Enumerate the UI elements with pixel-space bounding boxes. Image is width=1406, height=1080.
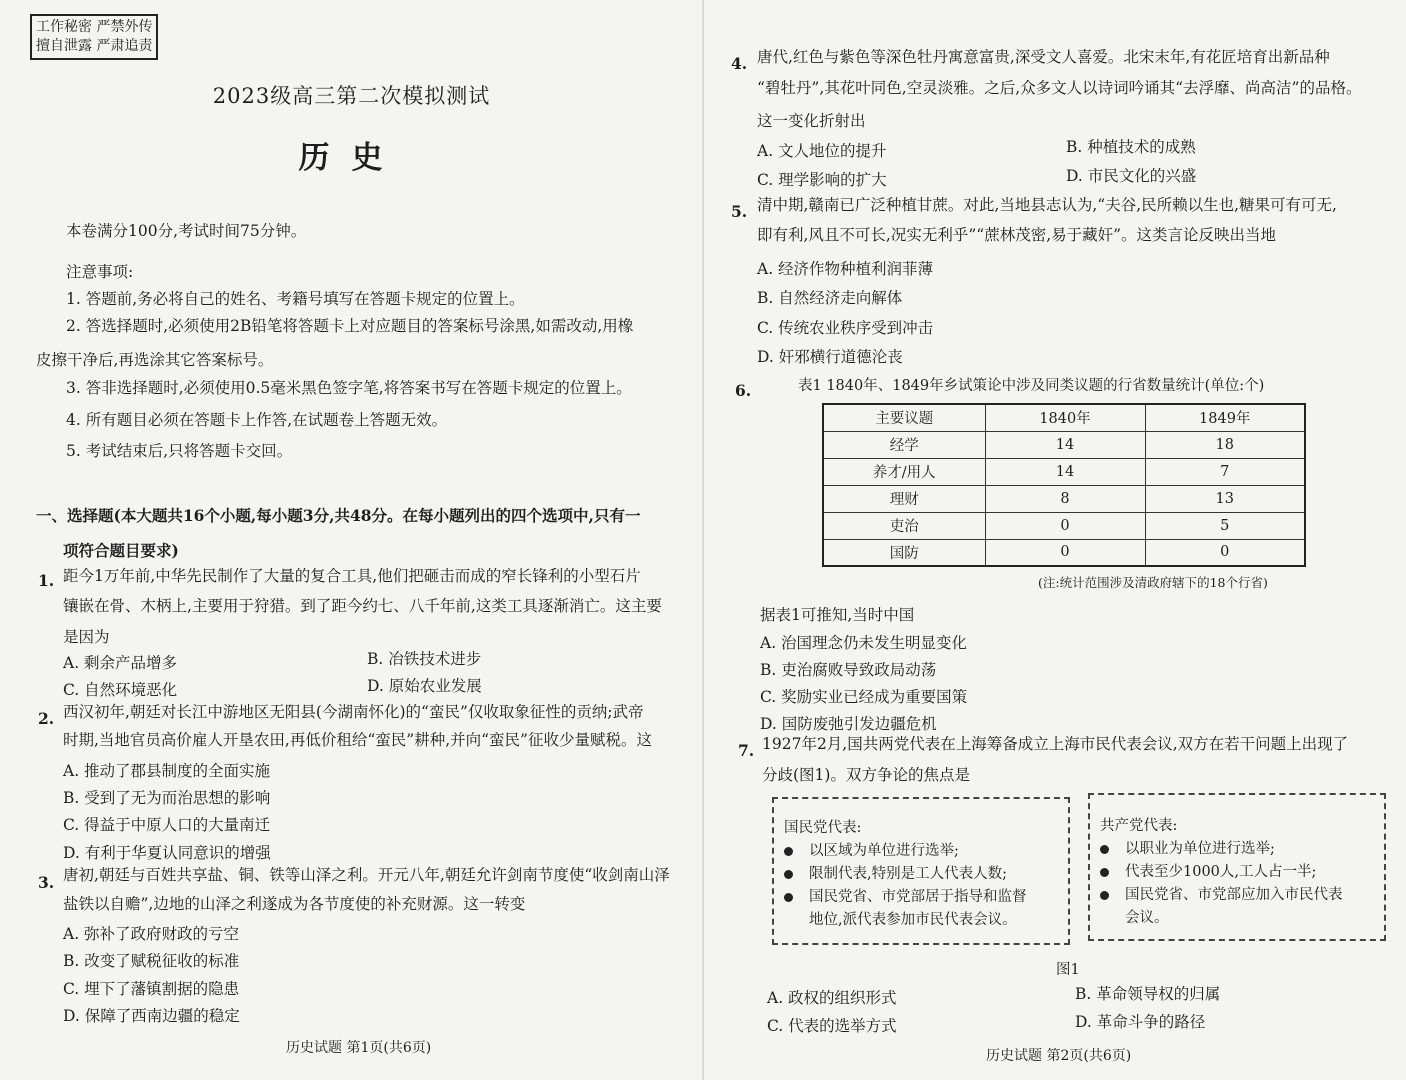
table-cell: 14 (985, 458, 1145, 485)
question-3-option-a[interactable]: A. 弥补了政府财政的亏空 (63, 925, 240, 943)
exam-intro: 本卷满分100分,考试时间75分钟。 (66, 222, 307, 240)
question-3-option-b[interactable]: B. 改变了赋税征收的标准 (63, 952, 240, 970)
table-1-note: (注:统计范围涉及清政府辖下的18个行省) (1038, 575, 1268, 590)
confidential-stamp (30, 14, 158, 60)
question-2-option-d[interactable]: D. 有利于华夏认同意识的增强 (63, 844, 271, 862)
question-4-option-c[interactable]: C. 理学影响的扩大 (757, 171, 887, 189)
table-cell: 18 (1145, 431, 1305, 458)
question-5-option-b[interactable]: B. 自然经济走向解体 (757, 289, 903, 307)
question-6-option-c[interactable]: C. 奖励实业已经成为重要国策 (760, 688, 968, 706)
kmt-point-2: 限制代表,特别是工人代表人数; (784, 863, 1007, 886)
stamp-line-2: 擅自泄露 严肃追责 (36, 38, 153, 54)
question-7-option-b[interactable]: B. 革命领导权的归属 (1075, 985, 1221, 1003)
question-1-option-a[interactable]: A. 剩余产品增多 (63, 654, 178, 672)
notice-2: 2. 答选择题时,必须使用2B铅笔将答题卡上对应题目的答案标号涂黑,如需改动,用橡 (66, 317, 634, 335)
question-5-option-c[interactable]: C. 传统农业秩序受到冲击 (757, 319, 934, 337)
table-cell: 0 (985, 539, 1145, 566)
notice-4: 4. 所有题目必须在答题卡上作答,在试题卷上答题无效。 (66, 411, 448, 429)
question-6-option-a[interactable]: A. 治国理念仍未发生明显变化 (760, 634, 968, 652)
ccp-box-title: 共产党代表: (1100, 818, 1178, 834)
table-row (823, 485, 1305, 512)
table-cell: 经学 (823, 431, 985, 458)
bullet-icon (784, 847, 793, 856)
section-heading-cont: 项符合题目要求) (63, 541, 179, 560)
question-7-stem-2: 分歧(图1)。双方争论的焦点是 (762, 766, 970, 784)
kmt-point-3: 国民党省、市党部居于指导和监督 (784, 886, 1027, 909)
question-1-option-c[interactable]: C. 自然环境恶化 (63, 681, 178, 699)
question-3-stem-2: 盐铁以自赡”,边地的山泽之利遂成为各节度使的补充财源。这一转变 (63, 895, 526, 913)
question-6-stem: 据表1可推知,当时中国 (760, 606, 915, 624)
table-cell: 养才/用人 (823, 458, 985, 485)
ccp-representatives-box (1088, 793, 1386, 941)
notice-3: 3. 答非选择题时,必须使用0.5毫米黑色签字笔,将答案书写在答题卡规定的位置上。 (66, 379, 632, 397)
page-2-footer: 历史试题 第2页(共6页) (986, 1048, 1132, 1064)
table-header-cell: 1840年 (985, 404, 1145, 431)
question-7-option-d[interactable]: D. 革命斗争的路径 (1075, 1013, 1206, 1031)
question-4-stem-3: 这一变化折射出 (757, 112, 866, 130)
ccp-point-3: 国民党省、市党部应加入市民代表 (1100, 884, 1343, 907)
table-row (823, 431, 1305, 458)
question-2-stem-1: 西汉初年,朝廷对长江中游地区无阳县(今湖南怀化)的“蛮民”仅收取象征性的贡纳;武帝 (63, 703, 644, 721)
question-5-option-d[interactable]: D. 奸邪横行道德沦丧 (757, 348, 903, 366)
kmt-box-title: 国民党代表: (784, 820, 862, 836)
question-3-option-d[interactable]: D. 保障了西南边疆的稳定 (63, 1007, 240, 1025)
question-4-stem-1: 唐代,红色与紫色等深色牡丹寓意富贵,深受文人喜爱。北宋末年,有花匠培育出新品种 (757, 48, 1330, 66)
question-1-option-b[interactable]: B. 冶铁技术进步 (367, 650, 482, 668)
exam-title: 2023级高三第二次模拟测试 (212, 84, 491, 108)
table-cell: 5 (1145, 512, 1305, 539)
bullet-icon (784, 870, 793, 879)
table-cell: 理财 (823, 485, 985, 512)
question-7-stem-1: 1927年2月,国共两党代表在上海筹备成立上海市民代表会议,双方在若干问题上出现了 (762, 735, 1349, 753)
bullet-icon (1100, 845, 1109, 854)
table-cell: 吏治 (823, 512, 985, 539)
question-2-number: 2. (38, 709, 55, 728)
table-cell: 14 (985, 431, 1145, 458)
notice-title: 注意事项: (66, 263, 134, 281)
table-1-caption: 表1 1840年、1849年乡试策论中涉及同类议题的行省数量统计(单位:个) (798, 378, 1265, 394)
kmt-point-1: 以区域为单位进行选举; (784, 840, 959, 863)
question-3-stem-1: 唐初,朝廷与百姓共享盐、铜、铁等山泽之利。开元八年,朝廷允许剑南节度使“收剑南山泽 (63, 866, 670, 884)
table-header-cell: 主要议题 (823, 404, 985, 431)
question-4-number: 4. (731, 54, 748, 73)
question-1-stem-2: 镶嵌在骨、木柄上,主要用于狩猎。到了距今约七、八千年前,这类工具逐渐消亡。这主要 (63, 597, 662, 615)
notice-1: 1. 答题前,务必将自己的姓名、考籍号填写在答题卡规定的位置上。 (66, 290, 525, 308)
figure-1-label: 图1 (1056, 962, 1080, 978)
bullet-icon (1100, 868, 1109, 877)
question-5-stem-1: 清中期,赣南已广泛种植甘蔗。对此,当地县志认为,“夫谷,民所赖以生也,糖果可有可无, (757, 196, 1337, 214)
question-1-option-d[interactable]: D. 原始农业发展 (367, 677, 482, 695)
question-1-number: 1. (38, 571, 55, 590)
question-4-option-d[interactable]: D. 市民文化的兴盛 (1066, 167, 1197, 185)
table-cell: 国防 (823, 539, 985, 566)
table-cell: 7 (1145, 458, 1305, 485)
page-1-footer: 历史试题 第1页(共6页) (286, 1040, 432, 1056)
table-cell: 0 (985, 512, 1145, 539)
table-row (823, 512, 1305, 539)
kmt-point-3-cont: 地位,派代表参加市民代表会议。 (809, 912, 1017, 928)
question-5-stem-2: 即有利,风且不可长,况实无利乎”“蔗林茂密,易于藏奸”。这类言论反映出当地 (757, 226, 1277, 244)
question-2-option-c[interactable]: C. 得益于中原人口的大量南迁 (63, 816, 271, 834)
table-cell: 0 (1145, 539, 1305, 566)
bullet-icon (1100, 891, 1109, 900)
table-1 (822, 403, 1306, 567)
bullet-icon (784, 893, 793, 902)
table-cell: 8 (985, 485, 1145, 512)
question-7-option-a[interactable]: A. 政权的组织形式 (767, 989, 897, 1007)
question-6-option-d[interactable]: D. 国防废弛引发边疆危机 (760, 715, 937, 733)
kmt-representatives-box (772, 797, 1070, 945)
question-7-number: 7. (738, 741, 755, 760)
table-header-cell: 1849年 (1145, 404, 1305, 431)
question-1-stem-1: 距今1万年前,中华先民制作了大量的复合工具,他们把砸击而成的窄长锋利的小型石片 (63, 567, 641, 585)
ccp-point-1: 以职业为单位进行选举; (1100, 838, 1275, 861)
table-row (823, 539, 1305, 566)
question-4-stem-2: “碧牡丹”,其花叶同色,空灵淡雅。之后,众多文人以诗词吟诵其“去浮靡、尚高洁”的品格。 (757, 79, 1362, 97)
question-2-stem-2: 时期,当地官员高价雇人开垦农田,再低价租给“蛮民”耕种,并向“蛮民”征收少量赋税。这 (63, 731, 652, 749)
question-3-number: 3. (38, 873, 55, 892)
question-2-option-b[interactable]: B. 受到了无为而治思想的影响 (63, 789, 271, 807)
notice-2-cont: 皮擦干净后,再选涂其它答案标号。 (36, 351, 274, 369)
question-3-option-c[interactable]: C. 埋下了藩镇割据的隐患 (63, 980, 240, 998)
question-2-option-a[interactable]: A. 推动了郡县制度的全面实施 (63, 762, 271, 780)
stamp-line-1: 工作秘密 严禁外传 (36, 19, 153, 35)
question-4-option-b[interactable]: B. 种植技术的成熟 (1066, 138, 1196, 156)
question-1-stem-3: 是因为 (63, 628, 110, 646)
table-header-row (823, 404, 1305, 431)
question-5-option-a[interactable]: A. 经济作物种植利润菲薄 (757, 260, 934, 278)
table-cell: 13 (1145, 485, 1305, 512)
subject-title: 历史 (298, 140, 405, 176)
question-6-number: 6. (735, 381, 752, 400)
table-row (823, 458, 1305, 485)
question-5-number: 5. (731, 202, 748, 221)
notice-5: 5. 考试结束后,只将答题卡交回。 (66, 442, 293, 460)
question-6-option-b[interactable]: B. 吏治腐败导致政局动荡 (760, 661, 937, 679)
section-heading: 一、选择题(本大题共16个小题,每小题3分,共48分。在每小题列出的四个选项中,只有一 (36, 506, 641, 525)
ccp-point-2: 代表至少1000人,工人占一半; (1100, 861, 1316, 884)
question-4-option-a[interactable]: A. 文人地位的提升 (757, 142, 887, 160)
question-7-option-c[interactable]: C. 代表的选举方式 (767, 1017, 897, 1035)
ccp-point-3-cont: 会议。 (1125, 910, 1169, 926)
